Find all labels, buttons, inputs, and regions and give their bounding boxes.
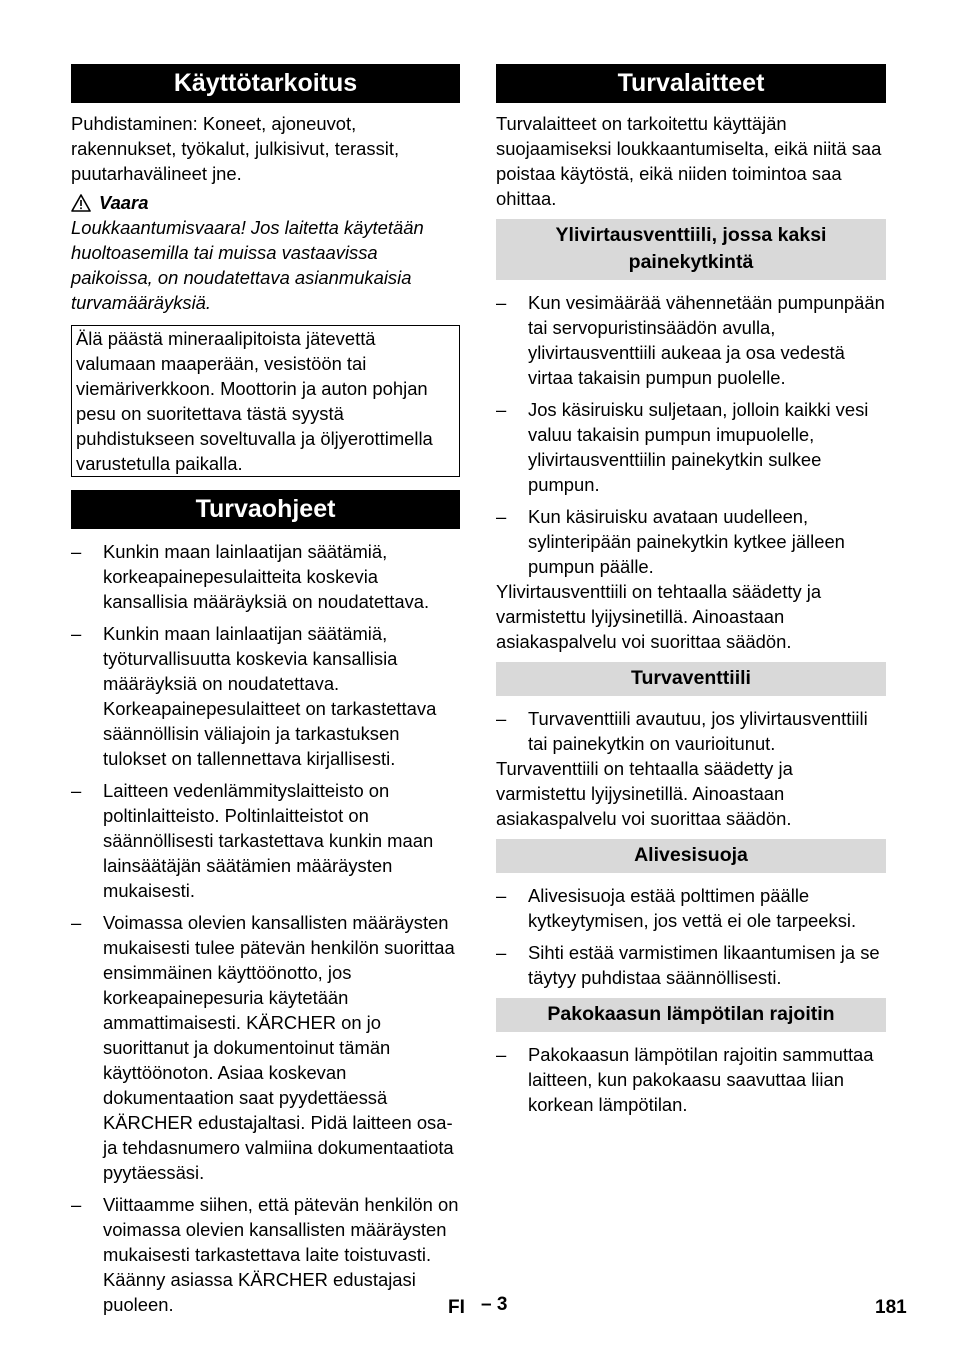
dash-bullet: – bbox=[496, 1044, 507, 1065]
list-item: – Pakokaasun lämpötilan rajoitin sammuttaa laitteen, kun pakokaasu saavuttaa liian korkean lämpötilan. bbox=[496, 1044, 874, 1115]
section-list bbox=[496, 883, 886, 990]
subheading-ylivirtausventtiili: Ylivirtausventtiili, jossa kaksi painekytkintä bbox=[496, 219, 886, 280]
list-item: – Kun vesimäärää vähennetään pumpunpään tai servopuristinsäädön avulla, ylivirtausventtiili aukeaa ja osa vedestä virtaa takaisin pumpun puolelle. bbox=[496, 292, 885, 388]
list-item: – Sihti estää varmistimen likaantumisen ja se täytyy puhdistaa säännöllisesti. bbox=[496, 942, 880, 988]
warning-triangle-icon bbox=[71, 194, 91, 212]
safety-list bbox=[71, 539, 460, 1317]
list-item: – Kunkin maan lainlaatijan säätämiä, työturvallisuutta koskevia kansallisia määräyksiä on noudatettava. Korkeapainepesulaitteet on tarkastettava säännöllisin väliajoin ja tarkastuksen tulokset on tallennettava kirjallisesti. bbox=[71, 623, 437, 769]
subheading-turvaventtiili: Turvaventtiili bbox=[496, 662, 886, 696]
right-column bbox=[496, 64, 886, 1124]
list-item: – Turvaventtiili avautuu, jos ylivirtausventtiili tai painekytkin on vaurioitunut. bbox=[496, 708, 868, 754]
dash-bullet: – bbox=[71, 1194, 82, 1215]
subheading-pakokaasun-rajoitin: Pakokaasun lämpötilan rajoitin bbox=[496, 998, 886, 1032]
environment-notice-box: Älä päästä mineraalipitoista jätevettä valumaan maaperään, vesistöön tai viemäriverkkoon. Moottorin ja auton pohjan pesu on suoritettava tästä syystä puhdistukseen soveltuvalla ja öljyerottimella varustetulla paikalla. bbox=[71, 325, 460, 477]
section-paragraph: Ylivirtausventtiili on tehtaalla säädetty ja varmistettu lyijysinetillä. Ainoastaan asiakaspalvelu voi suorittaa säädön. bbox=[496, 581, 822, 652]
section-list bbox=[496, 290, 886, 579]
list-item: – Laitteen vedenlämmityslaitteisto on poltinlaitteisto. Poltinlaitteistot on säännöllisesti tarkastettava kunkin maan lainsäätäjän säätämien määräysten mukaisesti. bbox=[71, 780, 434, 901]
dash-bullet: – bbox=[496, 399, 507, 420]
footer-page-number: 181 bbox=[875, 1297, 907, 1318]
dash-bullet: – bbox=[496, 942, 507, 963]
list-item: – Kunkin maan lainlaatijan säätämiä, korkeapainepesulaitteita koskevia kansallisia määräyksiä on noudatettava. bbox=[71, 541, 430, 612]
list-item: – Viittaamme siihen, että pätevän henkilön on voimassa olevien kansallisten määräysten mukaisesti tarkastettava laite toistuvasti. Käänny asiassa KÄRCHER edustajasi puoleen. bbox=[71, 1194, 459, 1315]
list-item: – Alivesisuoja estää polttimen päälle kytkeytymisen, jos vettä ei ole tarpeeksi. bbox=[496, 885, 857, 931]
left-column bbox=[71, 64, 460, 1324]
dash-bullet: – bbox=[71, 541, 82, 562]
section-list bbox=[496, 1042, 886, 1117]
dash-bullet: – bbox=[496, 708, 507, 729]
list-item: – Voimassa olevien kansallisten määräysten mukaisesti tulee pätevän henkilön suorittaa ensimmäinen käyttöönotto, jos korkeapainepesuria käytetään ammattimaisesti. KÄRCHER on jo suorittanut ja dokumentoinut tämän käyttöönoton. Asiaa koskevan dokumentaation saat pyydettäessä KÄRCHER edustajaltasi. Pidä laitteen osa- ja tehdasnumero valmiina dokumentaatiota pyytäessäsi. bbox=[71, 912, 455, 1183]
heading-kayttotarkoitus: Käyttötarkoitus bbox=[71, 64, 460, 103]
warning-block bbox=[71, 190, 460, 315]
intro-paragraph: Puhdistaminen: Koneet, ajoneuvot, rakennukset, työkalut, julkisivut, terassit, puutarhavälineet jne. bbox=[71, 113, 400, 184]
intro-paragraph: Turvalaitteet on tarkoitettu käyttäjän suojaamiseksi loukkaantumiselta, eikä niitä saa poistaa käytöstä, eikä niiden toimintoa saa ohittaa. bbox=[496, 113, 882, 209]
dash-bullet: – bbox=[496, 292, 507, 313]
warning-text: Loukkaantumisvaara! Jos laitetta käytetään huoltoasemilla tai muissa vastaavissa paikoissa, on noudatettava asianmukaisia turvamääräyksiä. bbox=[71, 217, 424, 313]
subheading-alivesisuoja: Alivesisuoja bbox=[496, 839, 886, 873]
dash-bullet: – bbox=[71, 623, 82, 644]
list-item: – Jos käsiruisku suljetaan, jolloin kaikki vesi valuu takaisin pumpun imupuolelle, ylivirtausventtiilin painekytkin sulkee pumpun. bbox=[496, 399, 869, 495]
dash-bullet: – bbox=[496, 506, 507, 527]
warning-title bbox=[71, 190, 460, 215]
list-item: – Kun käsiruisku avataan uudelleen, sylinteripään painekytkin kytkee jälleen pumpun päälle. bbox=[496, 506, 845, 577]
dash-bullet: – bbox=[71, 780, 82, 801]
footer-language: FI bbox=[448, 1297, 465, 1318]
heading-turvaohjeet: Turvaohjeet bbox=[71, 490, 460, 529]
section-list bbox=[496, 706, 886, 756]
dash-bullet: – bbox=[496, 885, 507, 906]
warning-label: Vaara bbox=[99, 192, 149, 213]
heading-turvalaitteet: Turvalaitteet bbox=[496, 64, 886, 103]
footer-section-page: – 3 bbox=[481, 1294, 508, 1315]
dash-bullet: – bbox=[71, 912, 82, 933]
section-paragraph: Turvaventtiili on tehtaalla säädetty ja varmistettu lyijysinetillä. Ainoastaan asiakaspalvelu voi suorittaa säädön. bbox=[496, 758, 793, 829]
